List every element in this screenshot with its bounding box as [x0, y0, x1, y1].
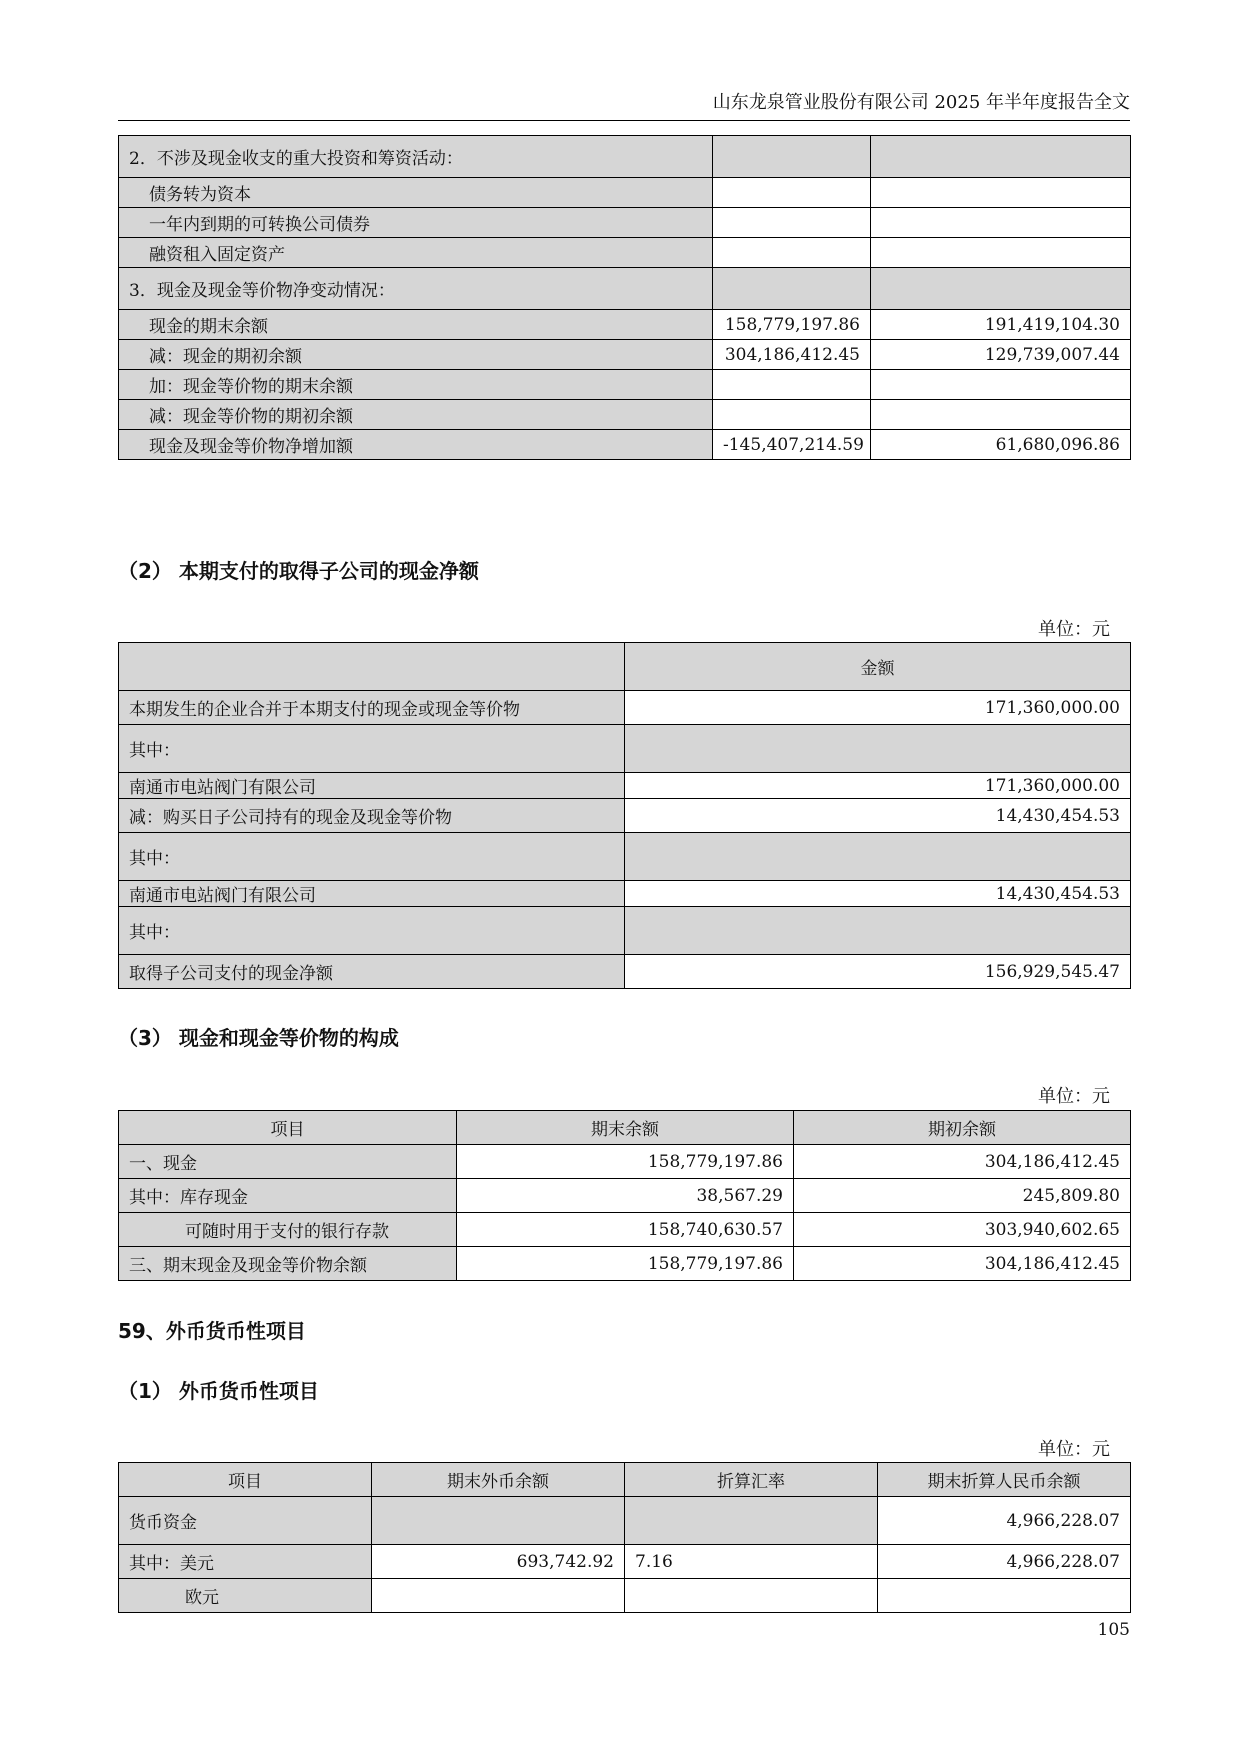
table-row: 现金的期末余额 158,779,197.86 191,419,104.30 [119, 310, 1131, 340]
row-label: 现金及现金等价物净增加额 [119, 430, 713, 460]
table-row: 取得子公司支付的现金净额 156,929,545.47 [119, 955, 1131, 989]
table-row [119, 1579, 1131, 1613]
row-label: 加：现金等价物的期末余额 [119, 370, 713, 400]
row-label: 其中：库存现金 [119, 1179, 457, 1213]
cash-composition-table [118, 1110, 1131, 1281]
row-label: 减：现金的期初余额 [119, 340, 713, 370]
report-title: 山东龙泉管业股份有限公司 2025 年半年度报告全文 [712, 92, 1130, 113]
row-label: 现金的期末余额 [119, 310, 713, 340]
row-label: 2．不涉及现金收支的重大投资和筹资活动： [119, 136, 713, 178]
table-row: 其中：美元 693,742.92 7.16 4,966,228.07 [119, 1545, 1131, 1579]
column-header: 期末折算人民币余额 [878, 1463, 1131, 1497]
row-label: 其中： [119, 725, 625, 773]
unit-label: 单位：元 [1038, 1439, 1110, 1460]
table-row [119, 370, 1131, 400]
row-label: 3．现金及现金等价物净变动情况： [119, 268, 713, 310]
table-row [119, 178, 1131, 208]
row-label: 南通市电站阀门有限公司 [119, 881, 625, 907]
column-header: 金额 [625, 643, 1131, 691]
column-header: 期初余额 [794, 1111, 1131, 1145]
table-row: 一、现金 158,779,197.86 304,186,412.45 [119, 1145, 1131, 1179]
table-row [119, 238, 1131, 268]
row-label: 融资租入固定资产 [119, 238, 713, 268]
row-label: 本期发生的企业合并于本期支付的现金或现金等价物 [119, 691, 625, 725]
table-row: 减：购买日子公司持有的现金及现金等价物 14,430,454.53 [119, 799, 1131, 833]
table-row: 货币资金 4,966,228.07 [119, 1497, 1131, 1545]
row-label: 减：现金等价物的期初余额 [119, 400, 713, 430]
row-label: 其中：美元 [119, 1545, 372, 1579]
column-header: 项目 [119, 1111, 457, 1145]
table-header-row [119, 1463, 1131, 1497]
row-label: 取得子公司支付的现金净额 [119, 955, 625, 989]
column-header: 项目 [119, 1463, 372, 1497]
table-header-row [119, 1111, 1131, 1145]
row-label: 三、期末现金及现金等价物余额 [119, 1247, 457, 1281]
cash-flow-supplement-table [118, 135, 1131, 460]
row-label: 一、现金 [119, 1145, 457, 1179]
table-row: 南通市电站阀门有限公司 171,360,000.00 [119, 773, 1131, 799]
table-row [119, 136, 1131, 178]
section-heading: （1） 外币货币性项目 [118, 1379, 319, 1403]
table-row [119, 907, 1131, 955]
row-label: 可随时用于支付的银行存款 [119, 1213, 457, 1247]
unit-label: 单位：元 [1038, 619, 1110, 640]
row-label: 货币资金 [119, 1497, 372, 1545]
table-row [119, 400, 1131, 430]
row-label: 一年内到期的可转换公司债券 [119, 208, 713, 238]
row-label: 欧元 [119, 1579, 372, 1613]
table-row: 可随时用于支付的银行存款 158,740,630.57 303,940,602.65 [119, 1213, 1131, 1247]
page-number: 105 [1097, 1620, 1130, 1640]
table-row [119, 725, 1131, 773]
table-row [119, 268, 1131, 310]
table-row: 南通市电站阀门有限公司 14,430,454.53 [119, 881, 1131, 907]
unit-label: 单位：元 [1038, 1086, 1110, 1107]
section-heading: 59、外币货币性项目 [118, 1319, 306, 1343]
column-header: 期末余额 [457, 1111, 794, 1145]
table-row: 减：现金的期初余额 304,186,412.45 129,739,007.44 [119, 340, 1131, 370]
table-row [119, 208, 1131, 238]
row-label: 其中： [119, 833, 625, 881]
table-header-row [119, 643, 1131, 691]
subsidiary-cash-table [118, 642, 1131, 989]
section-heading: （2） 本期支付的取得子公司的现金净额 [118, 559, 479, 583]
page-header [118, 88, 1130, 121]
row-label: 减：购买日子公司持有的现金及现金等价物 [119, 799, 625, 833]
column-header: 期末外币余额 [372, 1463, 625, 1497]
table-row: 本期发生的企业合并于本期支付的现金或现金等价物 171,360,000.00 [119, 691, 1131, 725]
row-label: 南通市电站阀门有限公司 [119, 773, 625, 799]
column-header: 折算汇率 [625, 1463, 878, 1497]
table-row: 三、期末现金及现金等价物余额 158,779,197.86 304,186,412.45 [119, 1247, 1131, 1281]
section-heading: （3） 现金和现金等价物的构成 [118, 1026, 399, 1050]
table-row: 现金及现金等价物净增加额 -145,407,214.59 61,680,096.86 [119, 430, 1131, 460]
row-label: 其中： [119, 907, 625, 955]
table-row [119, 833, 1131, 881]
row-label: 债务转为资本 [119, 178, 713, 208]
table-row: 其中：库存现金 38,567.29 245,809.80 [119, 1179, 1131, 1213]
foreign-currency-table [118, 1462, 1131, 1613]
